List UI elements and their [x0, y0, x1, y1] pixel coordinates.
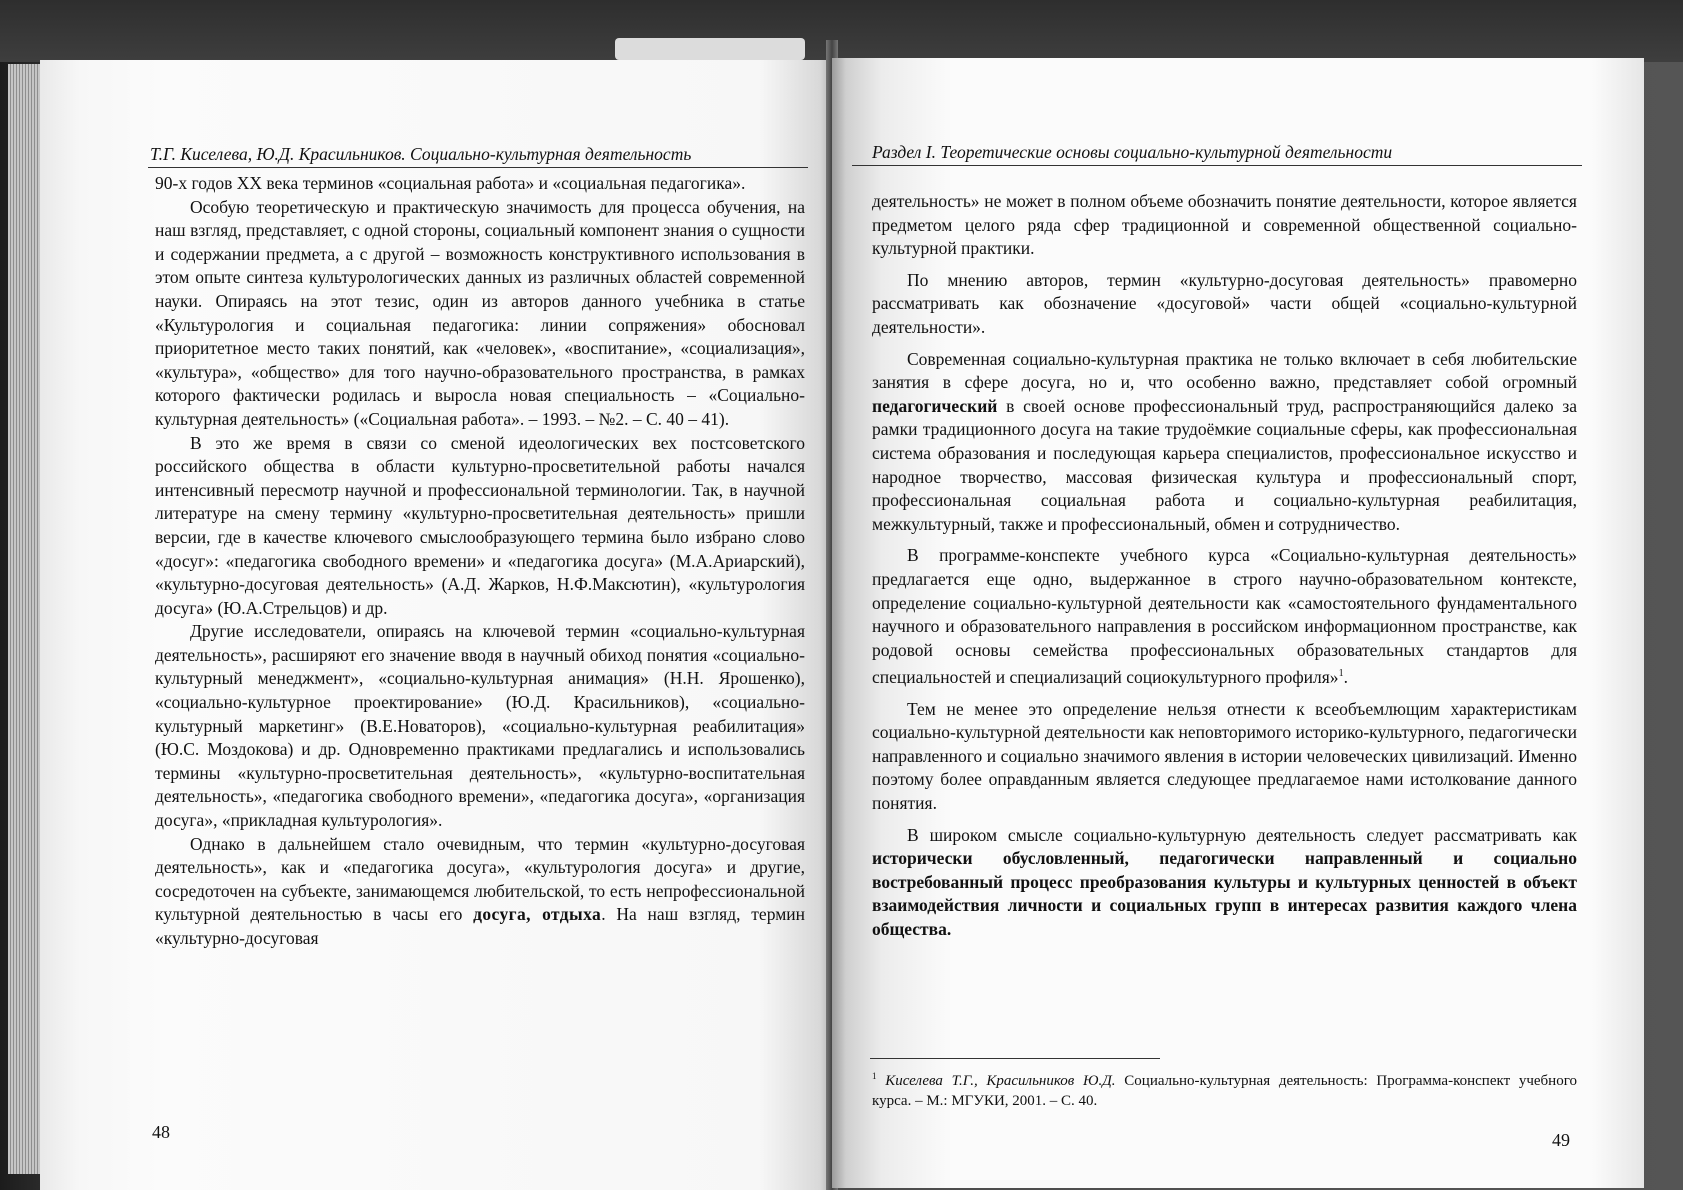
right-page-number: 49	[1552, 1130, 1570, 1150]
right-body-text	[872, 190, 1577, 942]
left-bold-phrase: досуга, отдыха	[473, 904, 602, 925]
page-edges	[8, 64, 42, 1174]
right-paragraph-4-end: .	[1343, 667, 1348, 688]
left-paragraph-5	[155, 833, 805, 951]
right-paragraph-3-a: Современная социально-культурная практика не только включает в себя любительские занятия в сфере досуга, но и, что особенно важно, представляет собой огромный	[872, 348, 1577, 393]
left-paragraph-3: В это же время в связи со сменой идеологических вех постсоветского российского общества в области культурно-просветительной работы начался интенсивный пересмотр научной и профессиональной терминологии. Так, в научной литературе на смену термину «культурно-просветительная деятельность» пришли версии, где в качестве ключевого смыслообразующего термина было избрано слово «досуг»: «педагогика свободного времени» и «педагогика досуга» (М.А.Ариарский), «культурно-досуговая деятельность» (А.Д. Жарков, Н.Ф.Максютин), «культурология досуга» (Ю.А.Стрельцов) и др.	[155, 432, 805, 618]
right-paragraph-5: Тем не менее это определение нельзя отнести к всеобъемлющим характеристикам социально-культурной деятельности как неповторимого историко-культурного, педагогически направленного и социально значимого явления в истории человеческих цивилизаций. Именно поэтому более оправданным является следующее предлагаемое нами истолкование данного понятия.	[872, 698, 1577, 814]
right-paragraph-6	[872, 824, 1577, 942]
footnote-text: Социально-культурная деятельность: Программа-конспект учебного курса. – М.: МГУКИ, 2001. – С. 40.	[872, 1073, 1577, 1109]
footnote-mark: 1	[872, 1071, 877, 1081]
footnote-reference: 1	[1338, 668, 1344, 680]
right-head-rule	[852, 165, 1582, 166]
right-page	[832, 58, 1644, 1188]
left-body-text	[155, 172, 805, 951]
right-running-head: Раздел I. Теоретические основы социально-культурной деятельности	[872, 142, 1393, 162]
footnote	[872, 1066, 1577, 1111]
right-bold-word: педагогический	[872, 395, 998, 416]
right-paragraph-3-b: в своей основе профессиональный труд, распространяющийся далеко за рамки традиционного досуга на такие трудоёмкие социальные сферы, как профессиональная система образования и последующая карьера специалистов, профессиональное искусство и народное творчество, массовая физическая культура и профессиональный спорт, профессиональная социальная работа и социально-культурная реабилитация, межкультурный, также и профессиональный, обмен и сотрудничество.	[872, 395, 1577, 534]
right-definition-bold: исторически обусловленный, педагогически направленный и социально востребованный процесс преобразования культуры и культурных ценностей в объект взаимодействия личности и социальных групп в интересах развития каждого члена общества.	[872, 848, 1577, 940]
left-running-head: Т.Г. Киселева, Ю.Д. Красильников. Социально-культурная деятельность	[150, 144, 692, 164]
left-paragraph-1: 90-х годов XX века терминов «социальная работа» и «социальная педагогика».	[155, 173, 746, 193]
right-paragraph-4	[872, 544, 1577, 689]
footnote-authors: Киселева Т.Г., Красильников Ю.Д.	[885, 1073, 1116, 1089]
left-head-rule	[148, 167, 808, 168]
left-paragraph-5-text: Однако в дальнейшем стало очевидным, что термин «культурно-досуговая деятельность», как и «педагогика досуга», «культурология досуга» и другие, сосредоточен на субъекте, занимающемся любительской, то есть непрофессиональной культурной деятельностью в часы его	[155, 833, 805, 925]
left-paragraph-5-tail: . На наш взгляд, термин «культурно-досуговая	[155, 904, 805, 948]
right-paragraph-6-a: В широком смысле социально-культурную деятельность следует рассматривать как	[907, 824, 1577, 845]
right-paragraph-3	[872, 348, 1577, 537]
footnote-rule	[870, 1058, 1160, 1059]
left-paragraph-4: Другие исследователи, опираясь на ключевой термин «социально-культурная деятельность», расширяют его значение вводя в научный обиход понятия «социально-культурный менеджмент», «социально-культурная анимация» (Н.Н. Ярошенко), «социально-культурное проектирование» (Ю.Д. Красильников), «социально-культурный маркетинг» (В.Е.Новаторов), «социально-культурная реабилитация» (Ю.С. Моздокова) и др. Одновременно практиками предлагались и использовались термины «культурно-просветительная деятельность», «культурно-воспитательная деятельность», «педагогика свободного времени», «педагогика досуга», «организация досуга», «прикладная культурология».	[155, 621, 805, 831]
right-paragraph-2: По мнению авторов, термин «культурно-досуговая деятельность» правомерно рассматривать как обозначение «досуговой» части общей «социально-культурной деятельности».	[872, 269, 1577, 337]
left-page	[40, 60, 832, 1190]
left-paragraph-2: Особую теоретическую и практическую значимость для процесса обучения, на наш взгляд, представляет, с одной стороны, социальный компонент знания о сущности и содержании предмета, а с другой – возможность конструктивного использования в этом опыте синтеза культурологических данных из различных областей современной науки. Опираясь на этот тезис, один из авторов данного учебника в статье «Культурология и социальная педагогика: линии сопряжения» обосновал приоритетное место таких понятий, как «человек», «воспитание», «социализация», «культура», «общество» для того научно-образовательного пространства, в рамках которого фактически родилась и выросла новая специальность – «Социально-культурная деятельность» («Социальная работа». – 1993. – №2. – С. 40 – 41).	[155, 196, 805, 429]
left-page-number: 48	[152, 1122, 170, 1142]
right-paragraph-4-text: В программе-конспекте учебного курса «Социально-культурная деятельность» предлагается еще одно, выдержанное в строго научно-образовательном контексте, определение социально-культурной деятельности как «самостоятельного фундаментального научного и образовательного направления в российском информационном пространстве, как родовой основы семейства профессиональных образовательных стандартов для специальностей и специализаций социокультурного профиля»	[872, 545, 1577, 688]
right-paragraph-1: деятельность» не может в полном объеме обозначить понятие деятельности, которое является предметом целого ряда сфер традиционной и современной общественной социально-культурной практики.	[872, 191, 1577, 259]
